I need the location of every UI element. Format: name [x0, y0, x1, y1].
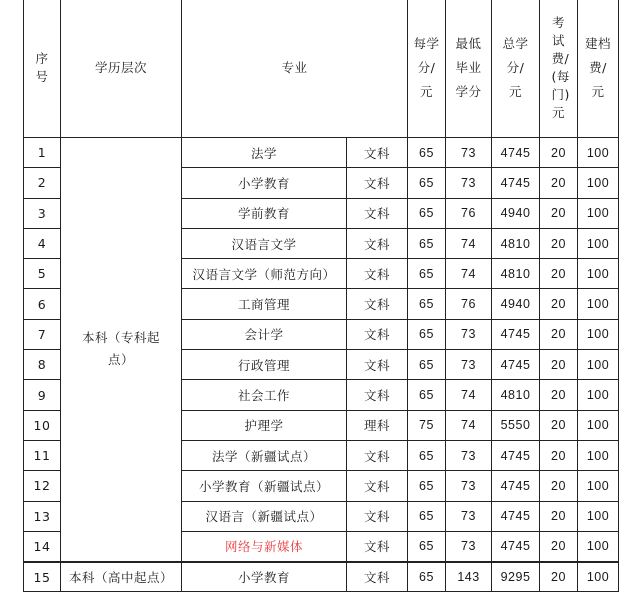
cell-category: 文科 — [347, 319, 408, 349]
cell-per-credit: 65 — [408, 471, 446, 501]
cell-per-credit: 75 — [408, 410, 446, 440]
cell-total: 4745 — [492, 471, 540, 501]
cell-archive-fee: 100 — [578, 259, 619, 289]
cell-per-credit: 65 — [408, 138, 446, 168]
cell-seq: 12 — [24, 471, 61, 501]
cell-per-credit: 65 — [408, 531, 446, 561]
cell-category: 理科 — [347, 410, 408, 440]
cell-archive-fee: 100 — [578, 501, 619, 531]
cell-total: 4745 — [492, 168, 540, 198]
cell-seq: 1 — [24, 138, 61, 168]
cell-seq: 13 — [24, 501, 61, 531]
cell-major-highlighted: 网络与新媒体 — [182, 531, 347, 561]
cell-per-credit: 65 — [408, 259, 446, 289]
header-level: 学历层次 — [61, 0, 182, 138]
fee-table — [23, 0, 619, 592]
cell-min-credits: 73 — [446, 471, 492, 501]
cell-archive-fee: 100 — [578, 410, 619, 440]
cell-category: 文科 — [347, 168, 408, 198]
cell-exam-fee: 20 — [540, 410, 578, 440]
cell-min-credits: 74 — [446, 380, 492, 410]
cell-level-group: 本科（高中起点） — [61, 562, 182, 592]
cell-exam-fee: 20 — [540, 562, 578, 592]
cell-per-credit: 65 — [408, 350, 446, 380]
cell-category: 文科 — [347, 198, 408, 228]
cell-major: 会计学 — [182, 319, 347, 349]
cell-seq: 9 — [24, 380, 61, 410]
cell-category: 文科 — [347, 531, 408, 561]
cell-min-credits: 74 — [446, 228, 492, 258]
cell-major: 护理学 — [182, 410, 347, 440]
cell-total: 4745 — [492, 138, 540, 168]
cell-per-credit: 65 — [408, 228, 446, 258]
cell-per-credit: 65 — [408, 501, 446, 531]
cell-major: 汉语言文学 — [182, 228, 347, 258]
cell-major: 学前教育 — [182, 198, 347, 228]
cell-major: 汉语言文学（师范方向） — [182, 259, 347, 289]
cell-per-credit: 65 — [408, 289, 446, 319]
cell-min-credits: 74 — [446, 259, 492, 289]
cell-total: 4810 — [492, 259, 540, 289]
cell-exam-fee: 20 — [540, 259, 578, 289]
cell-seq: 3 — [24, 198, 61, 228]
header-row — [24, 0, 619, 138]
cell-total: 4810 — [492, 228, 540, 258]
cell-exam-fee: 20 — [540, 228, 578, 258]
cell-total: 4745 — [492, 531, 540, 561]
header-seq: 序号 — [24, 0, 61, 138]
cell-archive-fee: 100 — [578, 471, 619, 501]
cell-category: 文科 — [347, 259, 408, 289]
cell-min-credits: 73 — [446, 350, 492, 380]
cell-seq: 7 — [24, 319, 61, 349]
cell-seq: 8 — [24, 350, 61, 380]
cell-category: 文科 — [347, 501, 408, 531]
cell-total: 4940 — [492, 289, 540, 319]
cell-category: 文科 — [347, 138, 408, 168]
cell-category: 文科 — [347, 471, 408, 501]
cell-exam-fee: 20 — [540, 198, 578, 228]
cell-exam-fee: 20 — [540, 350, 578, 380]
cell-major: 小学教育 — [182, 168, 347, 198]
cell-per-credit: 65 — [408, 198, 446, 228]
cell-level-group: 本科（专科起点） — [61, 138, 182, 562]
cell-min-credits: 73 — [446, 319, 492, 349]
cell-exam-fee: 20 — [540, 168, 578, 198]
cell-seq: 14 — [24, 531, 61, 561]
cell-major: 汉语言（新疆试点） — [182, 501, 347, 531]
cell-per-credit: 65 — [408, 319, 446, 349]
cell-archive-fee: 100 — [578, 138, 619, 168]
header-per-credit: 每学分/元 — [408, 0, 446, 138]
cell-total: 4745 — [492, 350, 540, 380]
cell-total: 4745 — [492, 319, 540, 349]
cell-archive-fee: 100 — [578, 228, 619, 258]
cell-archive-fee: 100 — [578, 562, 619, 592]
cell-total: 4745 — [492, 501, 540, 531]
cell-major: 行政管理 — [182, 350, 347, 380]
cell-per-credit: 65 — [408, 440, 446, 470]
header-exam-fee: 考试费/(每门)元 — [540, 0, 578, 138]
cell-major: 法学 — [182, 138, 347, 168]
cell-archive-fee: 100 — [578, 198, 619, 228]
cell-major: 小学教育（新疆试点） — [182, 471, 347, 501]
table-row — [24, 562, 619, 592]
cell-min-credits: 73 — [446, 168, 492, 198]
cell-total: 4745 — [492, 440, 540, 470]
cell-category: 文科 — [347, 440, 408, 470]
cell-archive-fee: 100 — [578, 531, 619, 561]
cell-archive-fee: 100 — [578, 350, 619, 380]
cell-category: 文科 — [347, 380, 408, 410]
cell-per-credit: 65 — [408, 562, 446, 592]
cell-min-credits: 76 — [446, 289, 492, 319]
header-min-credits: 最低毕业学分 — [446, 0, 492, 138]
cell-category: 文科 — [347, 350, 408, 380]
cell-exam-fee: 20 — [540, 531, 578, 561]
cell-seq: 2 — [24, 168, 61, 198]
cell-exam-fee: 20 — [540, 319, 578, 349]
cell-min-credits: 143 — [446, 562, 492, 592]
cell-seq: 15 — [24, 562, 61, 592]
header-archive-fee: 建档费/元 — [578, 0, 619, 138]
cell-seq: 5 — [24, 259, 61, 289]
cell-min-credits: 73 — [446, 138, 492, 168]
cell-exam-fee: 20 — [540, 440, 578, 470]
header-total: 总学分/元 — [492, 0, 540, 138]
cell-total: 5550 — [492, 410, 540, 440]
cell-total: 9295 — [492, 562, 540, 592]
cell-per-credit: 65 — [408, 168, 446, 198]
cell-exam-fee: 20 — [540, 380, 578, 410]
cell-seq: 10 — [24, 410, 61, 440]
cell-archive-fee: 100 — [578, 440, 619, 470]
cell-per-credit: 65 — [408, 380, 446, 410]
cell-major: 社会工作 — [182, 380, 347, 410]
cell-major: 法学（新疆试点） — [182, 440, 347, 470]
cell-archive-fee: 100 — [578, 380, 619, 410]
cell-exam-fee: 20 — [540, 471, 578, 501]
cell-seq: 6 — [24, 289, 61, 319]
cell-min-credits: 74 — [446, 410, 492, 440]
cell-archive-fee: 100 — [578, 319, 619, 349]
cell-archive-fee: 100 — [578, 289, 619, 319]
cell-category: 文科 — [347, 562, 408, 592]
cell-total: 4810 — [492, 380, 540, 410]
cell-seq: 4 — [24, 228, 61, 258]
cell-exam-fee: 20 — [540, 289, 578, 319]
cell-category: 文科 — [347, 228, 408, 258]
cell-min-credits: 73 — [446, 531, 492, 561]
cell-exam-fee: 20 — [540, 501, 578, 531]
table-row — [24, 138, 619, 168]
cell-min-credits: 73 — [446, 501, 492, 531]
cell-major: 小学教育 — [182, 562, 347, 592]
cell-archive-fee: 100 — [578, 168, 619, 198]
cell-min-credits: 73 — [446, 440, 492, 470]
cell-category: 文科 — [347, 289, 408, 319]
cell-exam-fee: 20 — [540, 138, 578, 168]
cell-seq: 11 — [24, 440, 61, 470]
header-major: 专业 — [182, 0, 408, 138]
cell-major: 工商管理 — [182, 289, 347, 319]
cell-total: 4940 — [492, 198, 540, 228]
cell-min-credits: 76 — [446, 198, 492, 228]
